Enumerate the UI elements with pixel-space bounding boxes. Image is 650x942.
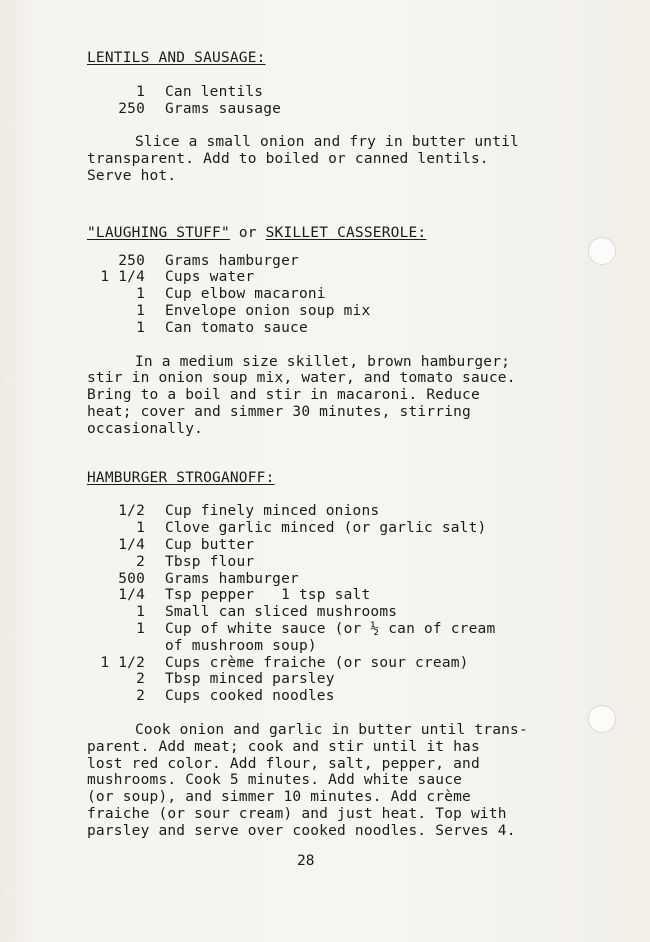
page-content [87, 50, 577, 839]
direction-line: transparent. Add to boiled or canned lentils. [87, 151, 489, 168]
ingredient-name: Tbsp flour [165, 553, 255, 570]
ingredient-quantity: 1 [136, 604, 145, 621]
ingredient-quantity: 1 1/2 [100, 654, 145, 671]
recipe-title: LENTILS AND SAUSAGE: [87, 50, 266, 66]
recipe-directions [87, 354, 577, 438]
binder-hole [588, 237, 616, 265]
ingredient-quantity: 500 [118, 570, 145, 587]
direction-line: (or soup), and simmer 10 minutes. Add crème [87, 789, 471, 806]
ingredient-name: Cups water [165, 269, 255, 286]
ingredient-row [87, 688, 577, 705]
ingredient-row [87, 520, 577, 537]
ingredient-quantity: 2 [136, 688, 145, 705]
ingredient-row [87, 101, 577, 118]
recipe-title-part: "LAUGHING STUFF" [87, 224, 230, 241]
ingredient-quantity: 1/4 [118, 536, 145, 553]
direction-line: fraiche (or sour cream) and just heat. Top with [87, 805, 507, 822]
ingredient-row [87, 554, 577, 571]
recipe-directions [87, 722, 577, 840]
ingredient-quantity: 2 [136, 671, 145, 688]
ingredient-row [87, 503, 577, 520]
direction-line: mushrooms. Cook 5 minutes. Add white sauce [87, 772, 463, 789]
ingredient-row [87, 604, 577, 621]
ingredient-row [87, 671, 577, 688]
ingredient-row [87, 253, 577, 270]
ingredient-row [87, 621, 577, 655]
ingredient-name: Grams hamburger [165, 252, 299, 269]
ingredient-name: Tbsp minced parsley [165, 671, 335, 688]
ingredient-quantity: 250 [118, 252, 145, 269]
ingredient-quantity: 1 [136, 620, 145, 637]
ingredient-name: Cup finely minced onions [165, 503, 380, 520]
recipe-title-connector: or [229, 224, 266, 241]
binder-hole [588, 705, 616, 733]
direction-line: Bring to a boil and stir in macaroni. Reduce [87, 387, 480, 404]
ingredient-row [87, 303, 577, 320]
direction-line: Cook onion and garlic in butter until trans- [135, 721, 528, 738]
direction-line: Slice a small onion and fry in butter until [135, 134, 519, 151]
ingredient-row [87, 587, 577, 604]
ingredient-name: Cup of white sauce (or ½ can of cream of mushroom soup) [165, 620, 496, 654]
ingredient-name: Cup elbow macaroni [165, 286, 326, 303]
ingredient-row [87, 655, 577, 672]
recipe-lentils-and-sausage [87, 50, 577, 185]
ingredient-quantity: 1/2 [118, 503, 145, 520]
ingredient-name: Small can sliced mushrooms [165, 604, 398, 621]
recipe-directions [87, 134, 577, 184]
page-number: 28 [297, 853, 315, 869]
ingredient-quantity: 1/4 [118, 587, 145, 604]
direction-line: lost red color. Add flour, salt, pepper, and [87, 755, 480, 772]
ingredient-quantity: 2 [136, 553, 145, 570]
ingredient-quantity: 1 [136, 319, 145, 336]
ingredient-quantity: 250 [118, 100, 145, 117]
ingredient-name: Cups cooked noodles [165, 688, 335, 705]
recipe-title [87, 225, 577, 242]
recipe-title: HAMBURGER STROGANOFF: [87, 469, 275, 486]
ingredient-name: Can tomato sauce [165, 319, 308, 336]
direction-line: occasionally. [87, 420, 204, 437]
ingredient-row [87, 84, 577, 101]
ingredient-row [87, 286, 577, 303]
ingredient-row [87, 537, 577, 554]
ingredient-name: Cups crème fraiche (or sour cream) [165, 654, 469, 671]
ingredient-name: Cup butter [165, 536, 255, 553]
direction-line: heat; cover and simmer 30 minutes, stirring [87, 403, 471, 420]
ingredient-quantity: 1 1/4 [100, 269, 145, 286]
ingredient-row [87, 320, 577, 337]
ingredient-name: Grams hamburger [165, 570, 299, 587]
direction-line: parent. Add meat; cook and stir until it has [87, 738, 480, 755]
ingredient-name: Can lentils [165, 83, 264, 100]
ingredient-row [87, 269, 577, 286]
ingredient-name: Clove garlic minced (or garlic salt) [165, 520, 487, 537]
direction-line: stir in onion soup mix, water, and tomato sauce. [87, 370, 516, 387]
ingredient-quantity: 1 [136, 286, 145, 303]
ingredient-name: Tsp pepper 1 tsp salt [165, 587, 371, 604]
recipe-skillet-casserole [87, 225, 577, 438]
ingredient-row [87, 571, 577, 588]
direction-line: parsley and serve over cooked noodles. Serves 4. [87, 822, 516, 839]
ingredient-quantity: 1 [136, 520, 145, 537]
recipe-hamburger-stroganoff [87, 470, 577, 840]
ingredient-quantity: 1 [136, 83, 145, 100]
direction-line: In a medium size skillet, brown hamburger; [135, 353, 511, 370]
ingredient-name: Grams sausage [165, 100, 282, 117]
ingredient-quantity: 1 [136, 302, 145, 319]
ingredient-name: Envelope onion soup mix [165, 302, 371, 319]
recipe-title-part: SKILLET CASSEROLE: [265, 224, 427, 241]
direction-line: Serve hot. [87, 167, 177, 184]
